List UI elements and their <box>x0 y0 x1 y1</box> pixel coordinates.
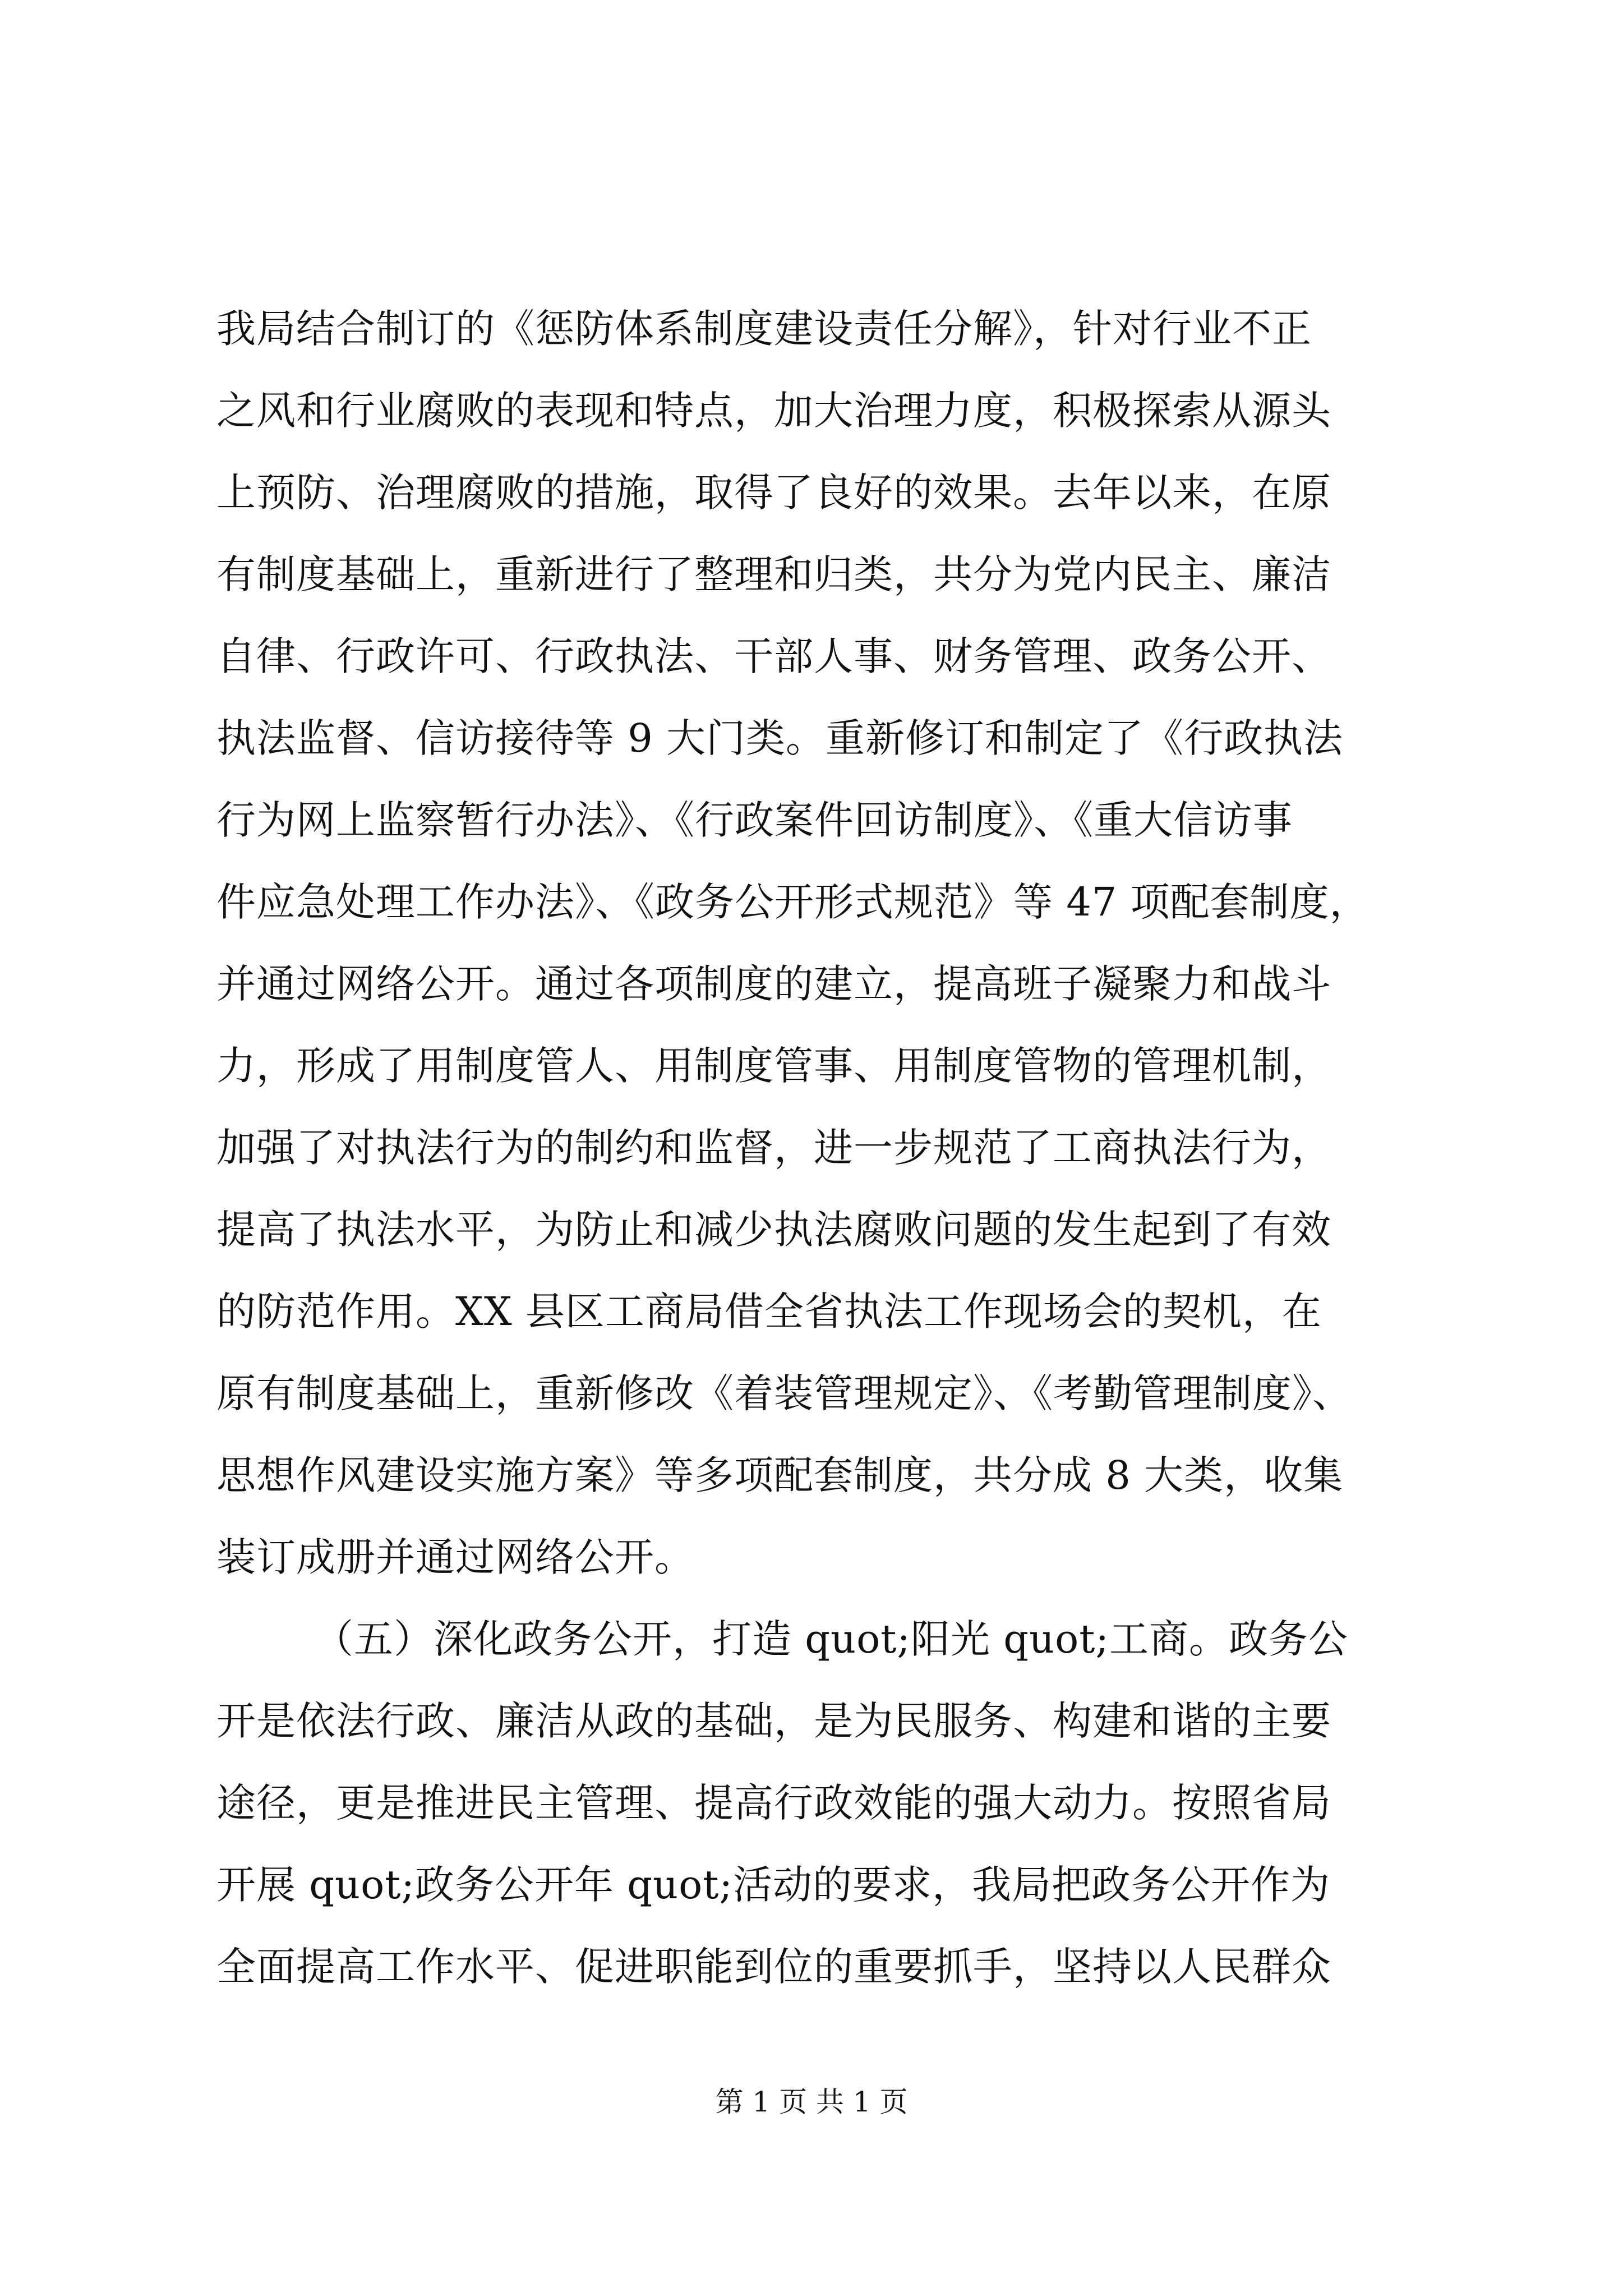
body-text-line: （五）深化政务公开，打造 quot;阳光 quot;工商。政务公 <box>314 1616 1349 1662</box>
body-text-line: 自律、行政许可、行政执法、干部人事、财务管理、政务公开、 <box>216 633 1331 679</box>
body-text-line: 我局结合制订的《惩防体系制度建设责任分解》，针对行业不正 <box>216 306 1312 352</box>
body-text-line: 装订成册并通过网络公开。 <box>216 1534 694 1580</box>
body-text-line: 行为网上监察暂行办法》、《行政案件回访制度》、《重大信访事 <box>216 797 1293 843</box>
body-text-line: 并通过网络公开。通过各项制度的建立，提高班子凝聚力和战斗 <box>216 961 1331 1007</box>
body-text-line: 之风和行业腐败的表现和特点，加大治理力度，积极探索从源头 <box>216 388 1331 434</box>
body-text-line: 力，形成了用制度管人、用制度管事、用制度管物的管理机制， <box>216 1043 1331 1089</box>
body-text-line: 原有制度基础上，重新修改《着装管理规定》、《考勤管理制度》、 <box>216 1370 1352 1416</box>
body-text-line: 提高了执法水平，为防止和减少执法腐败问题的发生起到了有效 <box>216 1207 1331 1253</box>
body-text-line: 开展 quot;政务公开年 quot;活动的要求，我局把政务公开作为 <box>216 1862 1331 1908</box>
body-text-line: 全面提高工作水平、促进职能到位的重要抓手，坚持以人民群众 <box>216 1944 1331 1990</box>
body-text-line: 上预防、治理腐败的措施，取得了良好的效果。去年以来，在原 <box>216 470 1331 516</box>
body-text-line: 有制度基础上，重新进行了整理和归类，共分为党内民主、廉洁 <box>216 551 1331 597</box>
body-text-line: 途径，更是推进民主管理、提高行政效能的强大动力。按照省局 <box>216 1780 1331 1826</box>
body-text-line: 的防范作用。XX 县区工商局借全省执法工作现场会的契机，在 <box>216 1289 1322 1335</box>
body-text-line: 加强了对执法行为的制约和监督，进一步规范了工商执法行为， <box>216 1125 1331 1171</box>
body-text-line: 件应急处理工作办法》、《政务公开形式规范》等 47 项配套制度， <box>216 879 1370 925</box>
body-text-line: 执法监督、信访接待等 9 大门类。重新修订和制定了《行政执法 <box>216 715 1344 761</box>
body-text-line: 开是依法行政、廉洁从政的基础，是为民服务、构建和谐的主要 <box>216 1698 1331 1744</box>
page-footer: 第 1 页 共 1 页 <box>715 2086 908 2118</box>
body-text-line: 思想作风建设实施方案》等多项配套制度，共分成 8 大类，收集 <box>216 1452 1344 1498</box>
